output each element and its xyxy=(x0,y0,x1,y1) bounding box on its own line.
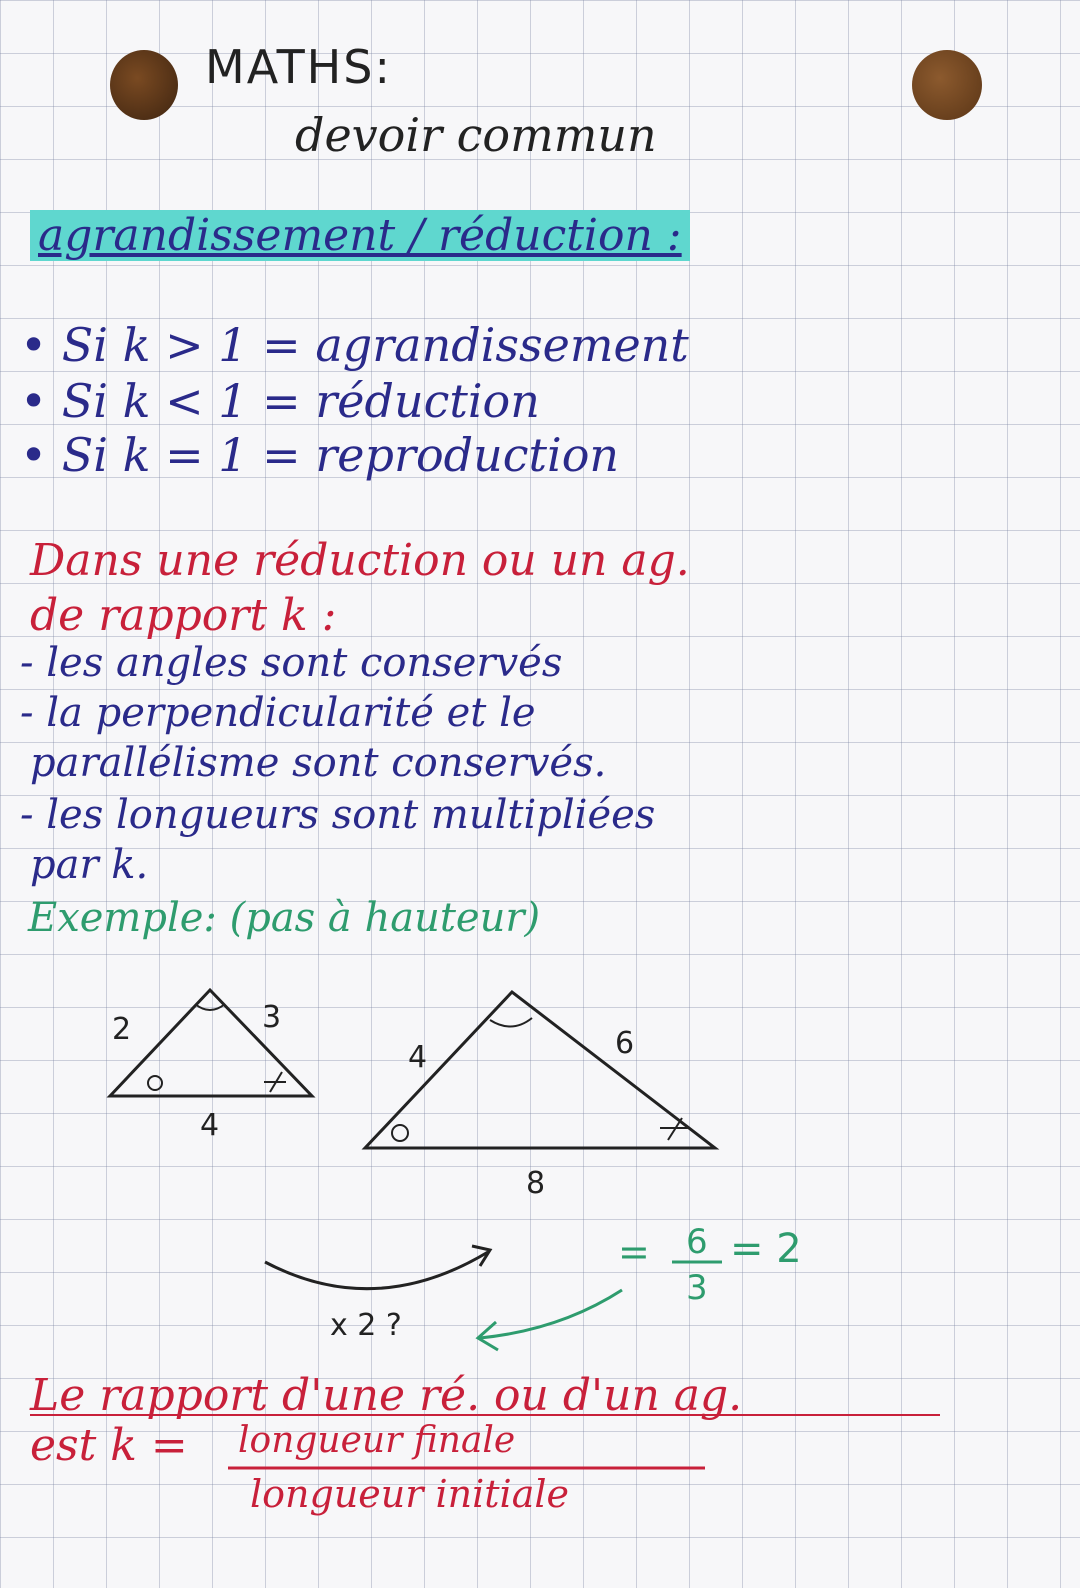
angle-mark xyxy=(490,1018,532,1027)
properties-intro: de rapport k : xyxy=(30,590,337,641)
small-triangle-left: 2 xyxy=(112,1012,132,1047)
rule-item: • Si k < 1 = réduction xyxy=(20,374,540,428)
conclusion-denominator: longueur initiale xyxy=(250,1472,570,1516)
small-triangle-base: 4 xyxy=(200,1108,220,1143)
property-item: - les longueurs sont multipliées xyxy=(20,792,656,838)
page-subtitle: devoir commun xyxy=(295,108,657,162)
heading-highlight: agrandissement / réduction : xyxy=(30,210,690,261)
angle-mark xyxy=(660,1118,688,1140)
angle-mark xyxy=(392,1125,408,1141)
rule-item: • Si k = 1 = reproduction xyxy=(20,428,620,482)
ratio-equals-left: = xyxy=(618,1230,650,1274)
property-item: par k. xyxy=(30,842,149,888)
conclusion-numerator: longueur finale xyxy=(238,1420,516,1461)
big-triangle-right: 6 xyxy=(615,1026,635,1061)
angle-mark xyxy=(148,1076,162,1090)
example-label: Exemple: (pas à hauteur) xyxy=(28,895,541,941)
page-title: MATHS: xyxy=(205,40,392,94)
properties-intro: Dans une réduction ou un ag. xyxy=(30,535,690,586)
small-triangle xyxy=(110,990,312,1096)
small-triangle-right: 3 xyxy=(262,1000,282,1035)
property-item: - la perpendicularité et le xyxy=(20,690,536,736)
conclusion-line1: Le rapport d'une ré. ou d'un ag. xyxy=(30,1370,743,1421)
angle-mark xyxy=(195,1004,225,1010)
scale-arrow xyxy=(265,1252,488,1289)
conclusion-line2: est k = xyxy=(30,1420,188,1471)
property-item: - les angles sont conservés xyxy=(20,640,563,686)
big-triangle-left: 4 xyxy=(408,1040,428,1075)
ratio-denominator: 3 xyxy=(686,1268,708,1308)
angle-mark xyxy=(264,1072,286,1092)
big-triangle-base: 8 xyxy=(526,1166,546,1201)
property-item: parallélisme sont conservés. xyxy=(30,740,607,786)
rule-item: • Si k > 1 = agrandissement xyxy=(20,318,689,372)
ratio-numerator: 6 xyxy=(686,1222,708,1262)
ratio-result: = 2 xyxy=(730,1226,802,1272)
scale-arrow-label: x 2 ? xyxy=(330,1308,402,1343)
ratio-arrow xyxy=(480,1290,622,1338)
